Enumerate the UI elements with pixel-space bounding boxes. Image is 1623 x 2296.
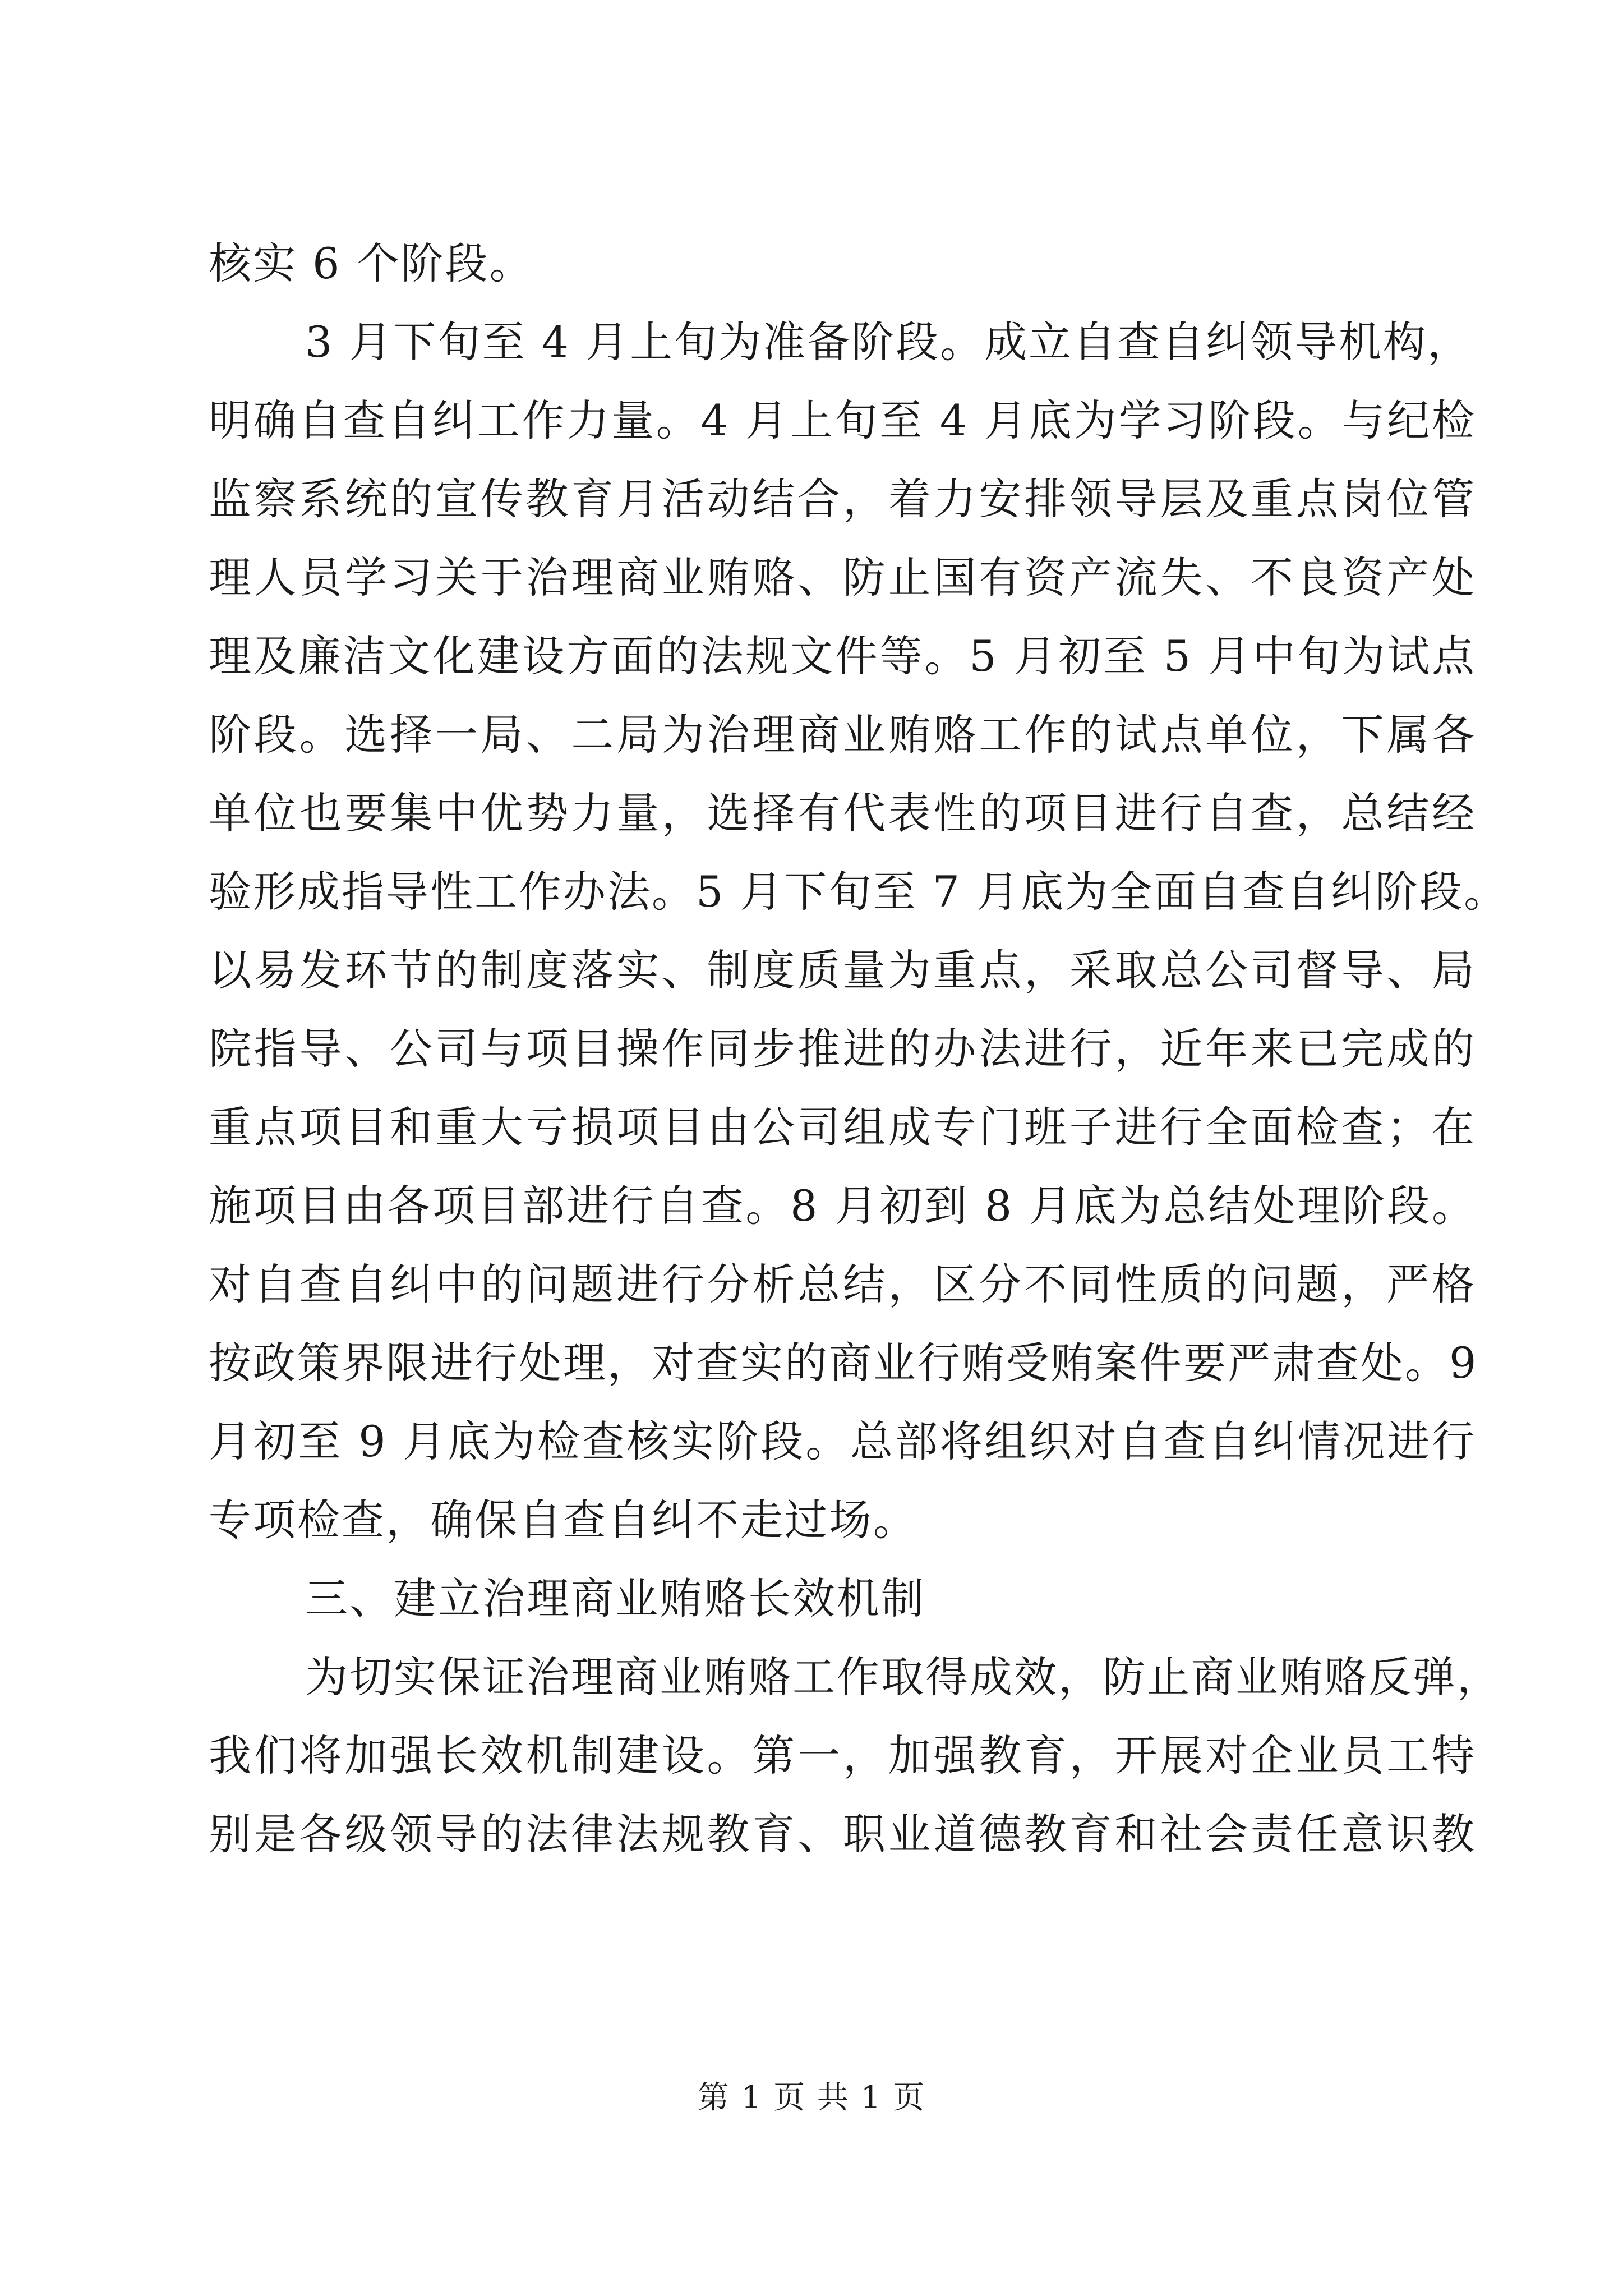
paragraph-line: 月初至 9 月底为检查核实阶段。总部将组织对自查自纠情况进行 (209, 1416, 1476, 1466)
paragraph-line: 理人员学习关于治理商业贿赂、防止国有资产流失、不良资产处 (209, 553, 1476, 602)
paragraph-line: 为切实保证治理商业贿赂工作取得成效，防止商业贿赂反弹， (305, 1652, 1501, 1702)
page-number-footer: 第 1 页 共 1 页 (697, 2079, 926, 2116)
paragraph-line: 阶段。选择一局、二局为治理商业贿赂工作的试点单位，下属各 (209, 710, 1476, 760)
paragraph-line: 别是各级领导的法律法规教育、职业道德教育和社会责任意识教 (209, 1809, 1476, 1859)
paragraph-line: 监察系统的宣传教育月活动结合，着力安排领导层及重点岗位管 (209, 474, 1476, 524)
paragraph-line: 明确自查自纠工作力量。4 月上旬至 4 月底为学习阶段。与纪检 (209, 395, 1476, 445)
paragraph-line: 院指导、公司与项目操作同步推进的办法进行，近年来已完成的 (209, 1024, 1476, 1074)
paragraph-line: 对自查自纠中的问题进行分析总结，区分不同性质的问题，严格 (209, 1259, 1476, 1309)
section-heading: 三、建立治理商业贿赂长效机制 (305, 1573, 925, 1623)
paragraph-line: 理及廉洁文化建设方面的法规文件等。5 月初至 5 月中旬为试点 (209, 631, 1476, 681)
paragraph-line: 3 月下旬至 4 月上旬为准备阶段。成立自查自纠领导机构， (305, 317, 1472, 367)
paragraph-line: 单位也要集中优势力量，选择有代表性的项目进行自查，总结经 (209, 788, 1476, 838)
paragraph-line: 按政策界限进行处理，对查实的商业行贿受贿案件要严肃查处。9 (209, 1338, 1478, 1388)
paragraph-line: 重点项目和重大亏损项目由公司组成专门班子进行全面检查；在 (209, 1102, 1476, 1152)
paragraph-line: 以易发环节的制度落实、制度质量为重点，采取总公司督导、局 (209, 945, 1476, 995)
paragraph-line: 专项检查，确保自查自纠不走过场。 (209, 1495, 917, 1545)
paragraph-line: 施项目由各项目部进行自查。8 月初到 8 月底为总结处理阶段。 (209, 1181, 1476, 1231)
paragraph-line: 我们将加强长效机制建设。第一，加强教育，开展对企业员工特 (209, 1731, 1476, 1780)
paragraph-line: 核实 6 个阶段。 (209, 238, 534, 288)
paragraph-line: 验形成指导性工作办法。5 月下旬至 7 月底为全面自查自纠阶段。 (209, 867, 1509, 917)
